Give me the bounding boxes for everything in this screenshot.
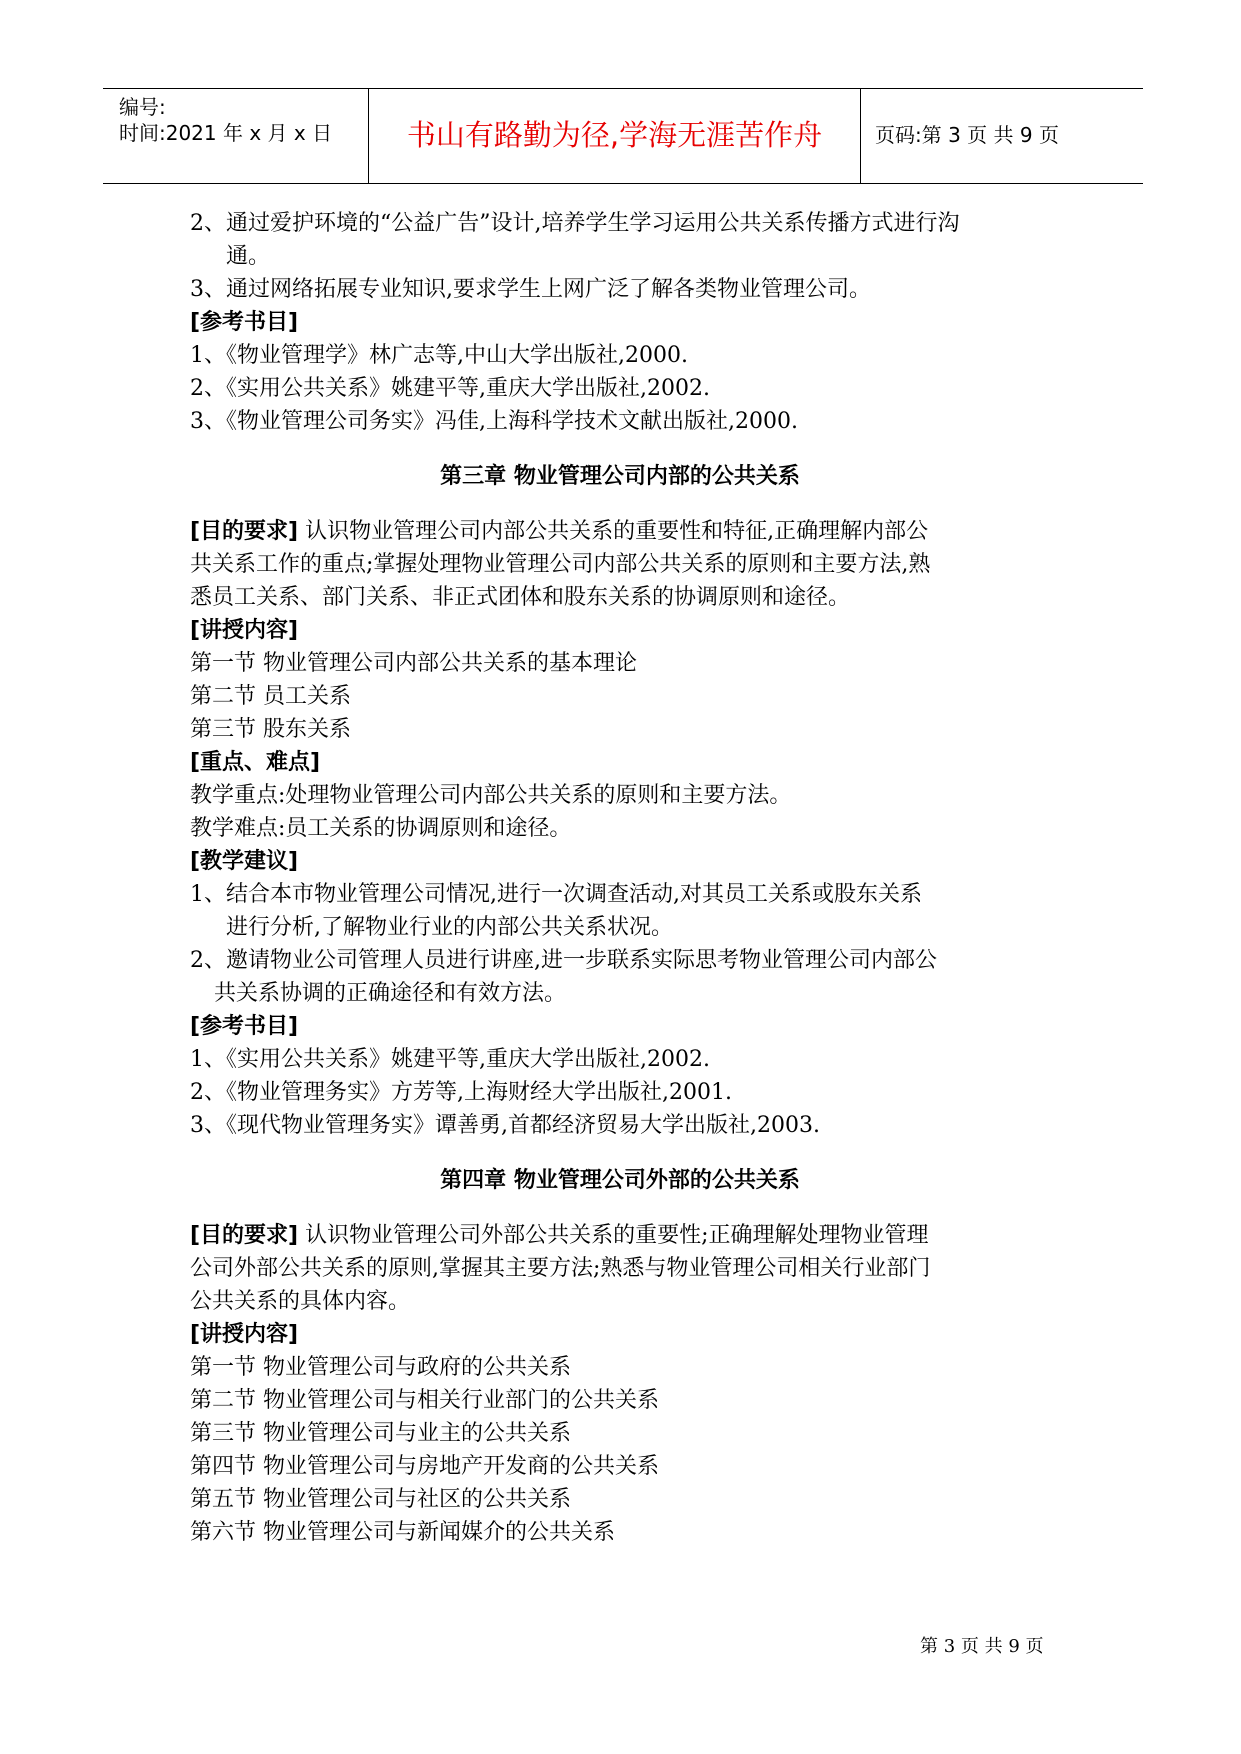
suggestion-item: 3、通过网络拓展专业知识,要求学生上网广泛了解各类物业管理公司。 [190,277,871,302]
objectives-text: 认识物业管理公司外部公共关系的重要性;正确理解处理物业管理 [298,1223,929,1248]
difficulty-text: 教学难点:员工关系的协调原则和途径。 [190,816,572,841]
page-header [103,88,1143,184]
lecture-section-item: 第二节 员工关系 [190,684,351,709]
header-page-number: 页码:第 3 页 共 9 页 [875,123,1059,147]
header-page-cell [861,89,1143,183]
reference-item: 2、《实用公共关系》姚建平等,重庆大学出版社,2002. [190,376,710,401]
section-heading-references: [参考书目] [190,310,299,335]
reference-item: 3、《物业管理公司务实》冯佳,上海科学技术文献出版社,2000. [190,409,798,434]
page-footer-number: 第 3 页 共 9 页 [920,1636,1044,1657]
suggestion-item: 2、邀请物业公司管理人员进行讲座,进一步联系实际思考物业管理公司内部公 [190,948,937,973]
lecture-section-item: 第三节 股东关系 [190,717,351,742]
reference-item: 2、《物业管理务实》方芳等,上海财经大学出版社,2001. [190,1080,732,1105]
suggestion-item: 1、结合本市物业管理公司情况,进行一次调查活动,对其员工关系或股东关系 [190,882,922,907]
motto-text: 书山有路勤为径,学海无涯苦作舟 [406,118,823,152]
suggestion-item-continuation: 共关系协调的正确途径和有效方法。 [214,981,567,1006]
objectives-text: 公共关系的具体内容。 [190,1289,411,1314]
document-number-label: 编号: [119,95,166,119]
section-heading-content: [讲授内容] [190,1322,299,1347]
objectives-text: 共关系工作的重点;掌握处理物业管理公司内部公共关系的原则和主要方法,熟 [190,552,931,577]
reference-item: 1、《实用公共关系》姚建平等,重庆大学出版社,2002. [190,1047,710,1072]
chapter-3-title: 第三章 物业管理公司内部的公共关系 [440,464,800,489]
objectives-label: [目的要求] [190,519,299,544]
objectives-text: 公司外部公共关系的原则,掌握其主要方法;熟悉与物业管理公司相关行业部门 [190,1256,931,1281]
suggestion-item-continuation: 进行分析,了解物业行业的内部公共关系状况。 [226,915,673,940]
header-info-cell [103,89,369,183]
section-heading-key-points: [重点、难点] [190,750,321,775]
lecture-section-item: 第一节 物业管理公司内部公共关系的基本理论 [190,651,637,676]
time-label: 时间:2021 年 x 月 x 日 [119,121,333,145]
chapter-4-title: 第四章 物业管理公司外部的公共关系 [440,1168,800,1193]
objectives-text: 认识物业管理公司内部公共关系的重要性和特征,正确理解内部公 [298,519,929,544]
reference-item: 3、《现代物业管理务实》谭善勇,首都经济贸易大学出版社,2003. [190,1113,820,1138]
section-heading-content: [讲授内容] [190,618,299,643]
lecture-section-item: 第四节 物业管理公司与房地产开发商的公共关系 [190,1454,659,1479]
objectives-paragraph [190,515,1090,548]
document-body [190,207,1090,1549]
reference-item: 1、《物业管理学》林广志等,中山大学出版社,2000. [190,343,688,368]
objectives-label: [目的要求] [190,1223,299,1248]
objectives-paragraph [190,1219,1090,1252]
lecture-section-item: 第二节 物业管理公司与相关行业部门的公共关系 [190,1388,659,1413]
header-motto-cell [369,89,861,183]
suggestion-item-continuation: 通。 [226,244,271,269]
lecture-section-item: 第六节 物业管理公司与新闻媒介的公共关系 [190,1520,615,1545]
objectives-text: 悉员工关系、部门关系、非正式团体和股东关系的协调原则和途径。 [190,585,851,610]
lecture-section-item: 第三节 物业管理公司与业主的公共关系 [190,1421,571,1446]
section-heading-references: [参考书目] [190,1014,299,1039]
suggestion-item: 2、通过爱护环境的“公益广告”设计,培养学生学习运用公共关系传播方式进行沟 [190,211,960,236]
lecture-section-item: 第五节 物业管理公司与社区的公共关系 [190,1487,571,1512]
key-point-text: 教学重点:处理物业管理公司内部公共关系的原则和主要方法。 [190,783,792,808]
section-heading-suggestions: [教学建议] [190,849,299,874]
lecture-section-item: 第一节 物业管理公司与政府的公共关系 [190,1355,571,1380]
